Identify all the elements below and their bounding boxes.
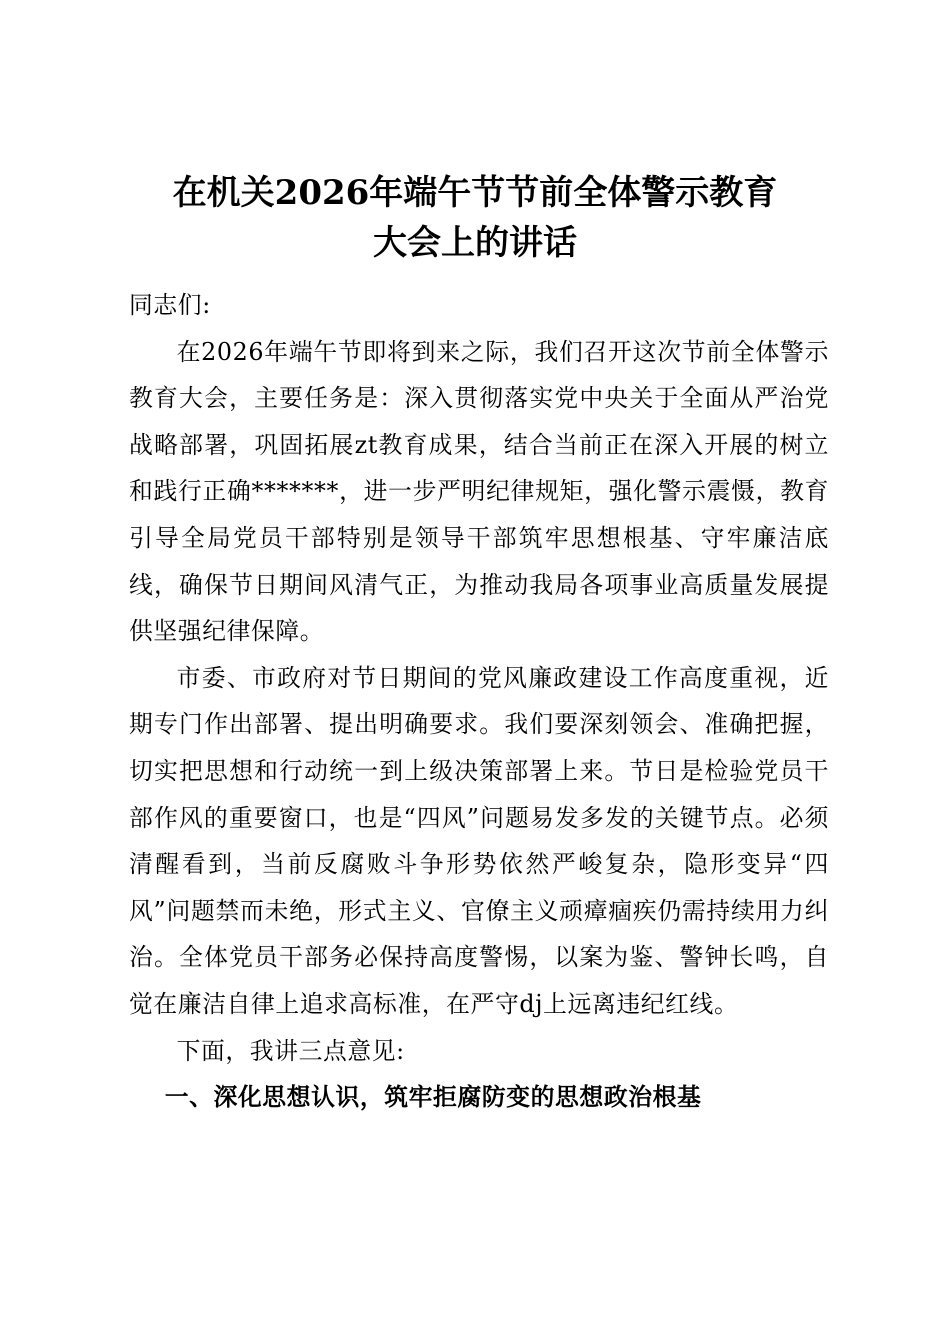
salutation: 同志们: <box>129 291 211 319</box>
document-title <box>120 168 830 268</box>
title-line-1: 在机关2026年端午节节前全体警示教育 <box>172 173 778 213</box>
paragraph-2: 市委、市政府对节日期间的党风廉政建设工作高度重视，近期专门作出部署、提出明确要求。我们要深刻领会、准确把握，切实把思想和行动统一到上级决策部署上来。节日是检验党员干部作风的重要窗口，也是“四风”问题易发多发的关键节点。必须清醒看到，当前反腐败斗争形势依然严峻复杂，隐形变异“四风”问题禁而未绝，形式主义、官僚主义顽瘴痼疾仍需持续用力纠治。全体党员干部务必保持高度警惕，以案为鉴、警钟长鸣，自觉在廉洁自律上追求高标准，在严守dj上远离违纪红线。 <box>129 663 829 1018</box>
paragraph-3: 下面，我讲三点意见: <box>176 1036 405 1065</box>
paragraph-1: 在2026年端午节即将到来之际，我们召开这次节前全体警示教育大会，主要任务是：深入贯彻落实党中央关于全面从严治党战略部署，巩固拓展zt教育成果，结合当前正在深入开展的树立和践行正确*******，进一步严明纪律规矩，强化警示震慑，教育引导全局党员干部特别是领导干部筑牢思想根基、守牢廉洁底线，确保节日期间风清气正，为推动我局各项事业高质量发展提供坚强纪律保障。 <box>129 337 829 646</box>
section-heading: 一、深化思想认识，筑牢拒腐防变的思想政治根基 <box>164 1083 702 1112</box>
document-body <box>129 282 829 1121</box>
title-line-2: 大会上的讲话 <box>373 223 577 263</box>
